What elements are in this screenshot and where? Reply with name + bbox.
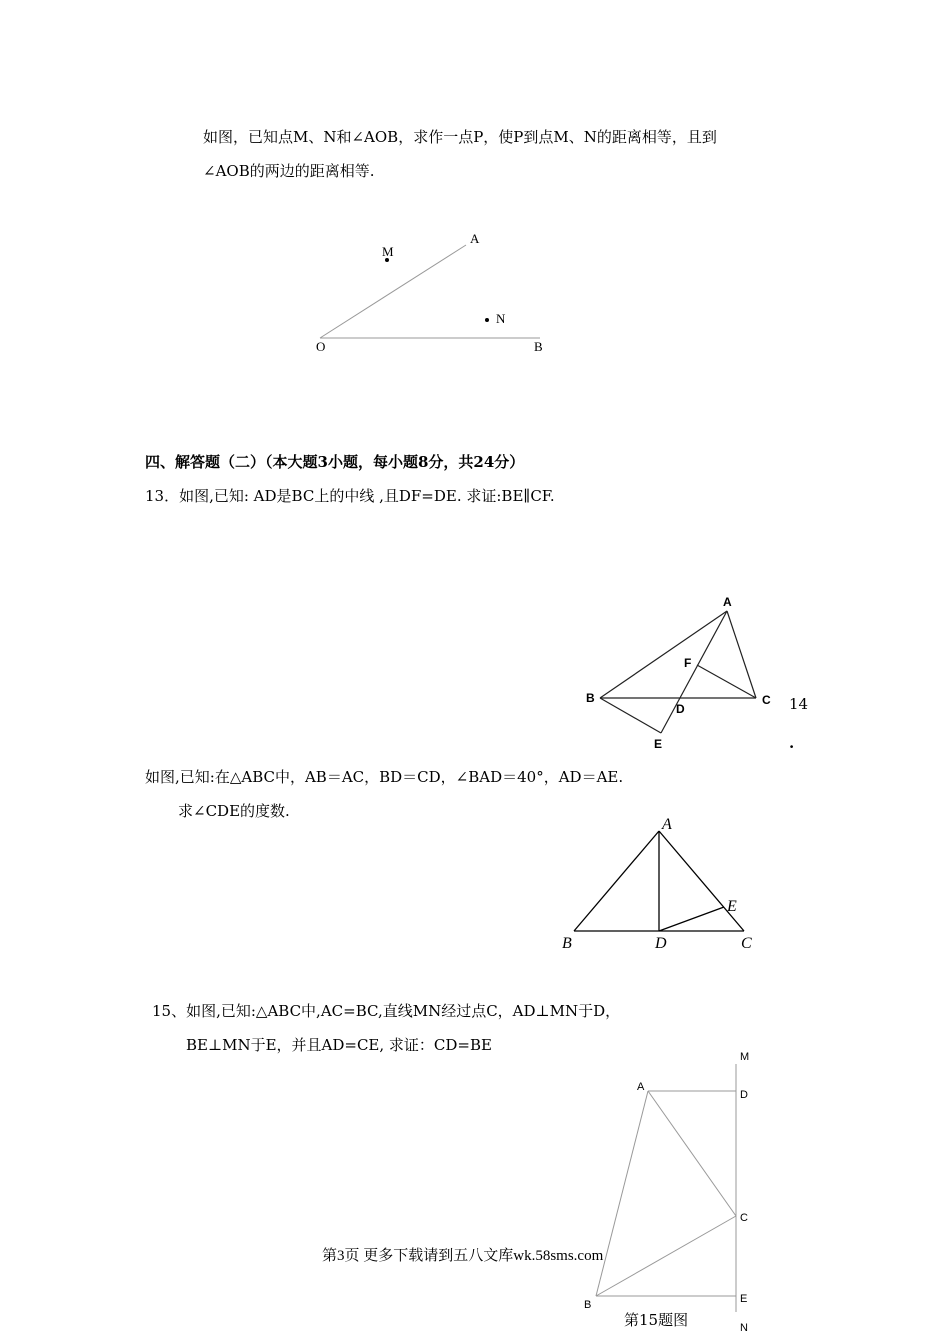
problem14-dot: .	[789, 734, 795, 752]
problem14-line2: 求∠CDE的度数.	[178, 802, 290, 820]
label-a: A	[470, 231, 480, 246]
label-b: B	[534, 339, 543, 354]
label-o: O	[316, 339, 326, 354]
label-c: C	[762, 693, 771, 707]
label-m: M	[740, 1051, 750, 1063]
segment-bc	[596, 1216, 736, 1296]
label-f: F	[684, 656, 692, 670]
label-d: D	[740, 1089, 748, 1101]
label-c: C	[740, 1212, 748, 1224]
label-b: B	[562, 935, 572, 952]
label-e: E	[654, 737, 663, 751]
label-e: E	[727, 898, 737, 915]
label-a: A	[662, 816, 672, 833]
problem12-line2: ∠AOB的两边的距离相等.	[203, 162, 375, 180]
label-e: E	[740, 1293, 748, 1305]
section4-heading: 四、解答题（二）（本大题3小题，每小题8分，共24分）	[145, 453, 525, 471]
problem15-line1: 15、如图,已知:△ABC中,AC=BC,直线MN经过点C，AD⊥MN于D，	[152, 1002, 621, 1020]
problem12-line1: 如图，已知点M、N和∠AOB，求作一点P，使P到点M、N的距离相等，且到	[203, 128, 717, 146]
problem14-line1: 如图,已知:在△ABC中，AB＝AC，BD＝CD，∠BAD＝40°，AD＝AE.	[145, 768, 624, 786]
label-n: N	[740, 1322, 748, 1334]
figure15-caption: 第15题图	[624, 1311, 689, 1329]
label-a: A	[637, 1081, 645, 1093]
label-a: A	[723, 595, 732, 609]
label-b: B	[584, 1299, 592, 1311]
problem14-number: 14	[789, 695, 809, 713]
label-c: C	[741, 935, 752, 952]
problem15-line2: BE⊥MN于E，并且AD=CE, 求证：CD=BE	[186, 1036, 492, 1054]
label-n: N	[496, 311, 506, 326]
label-d: D	[676, 702, 685, 716]
segment-ab	[596, 1091, 648, 1296]
segment-ac	[648, 1091, 736, 1216]
label-m: M	[382, 244, 394, 259]
page-footer: 第3页 更多下载请到五八文库wk.58sms.com	[322, 1248, 604, 1264]
label-d: D	[655, 935, 667, 952]
problem13-text: 13．如图,已知: AD是BC上的中线 ,且DF=DE. 求证:BE∥CF.	[145, 487, 555, 505]
label-b: B	[586, 691, 595, 705]
